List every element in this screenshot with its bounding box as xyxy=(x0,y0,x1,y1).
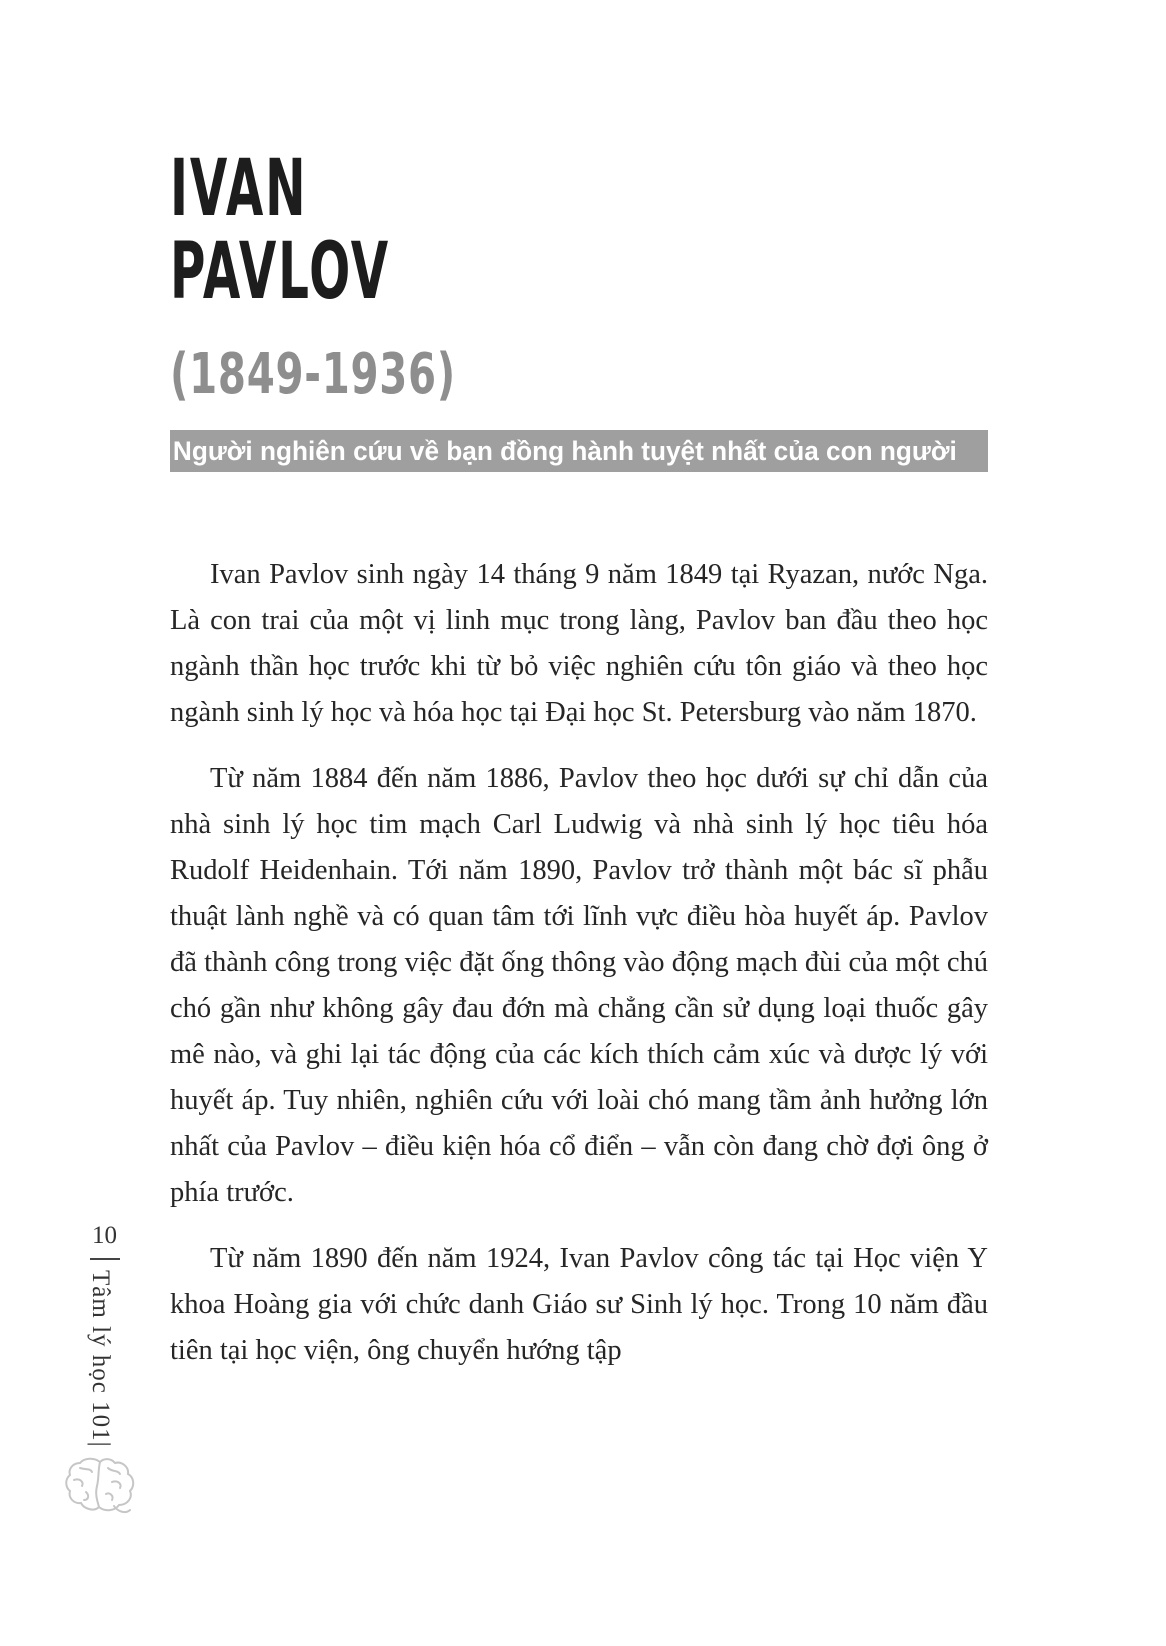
page-title xyxy=(170,144,391,317)
body-paragraph: Ivan Pavlov sinh ngày 14 tháng 9 năm 1849 tại Ryazan, nước Nga. Là con trai của một vị linh mục trong làng, Pavlov ban đầu theo học ngành thần học trước khi từ bỏ việc nghiên cứu tôn giáo và theo học ngành sinh lý học và hóa học tại Đại học St. Petersburg vào năm 1870. xyxy=(170,559,988,728)
title-line-1: IVAN xyxy=(170,144,308,234)
brain-icon xyxy=(64,1456,138,1525)
subtitle-text: Người nghiên cứu về bạn đồng hành tuyệt nhất của con người xyxy=(172,435,957,466)
lifespan-years: (1849-1936) xyxy=(170,342,456,407)
body-paragraph: Từ năm 1884 đến năm 1886, Pavlov theo học dưới sự chỉ dẫn của nhà sinh lý học tim mạch Carl Ludwig và nhà sinh lý học tiêu hóa Rudolf Heidenhain. Tới năm 1890, Pavlov trở thành một bác sĩ phẫu thuật lành nghề và có quan tâm tới lĩnh vực điều hòa huyết áp. Pavlov đã thành công trong việc đặt ống thông vào động mạch đùi của một chú chó gần như không gây đau đớn mà chẳng cần sử dụng loại thuốc gây mê nào, và ghi lại tác động của các kích thích cảm xúc và dược lý với huyết áp. Tuy nhiên, nghiên cứu với loài chó mang tầm ảnh hưởng lớn nhất của Pavlov – điều kiện hóa cổ điển – vẫn còn đang chờ đợi ông ở phía trước. xyxy=(170,763,988,1208)
book-title-vertical: Tâm lý học 101| xyxy=(87,1270,114,1448)
subtitle-banner xyxy=(170,430,988,472)
sidebar-divider xyxy=(90,1258,120,1260)
body-text xyxy=(170,552,988,1394)
body-paragraph: Từ năm 1890 đến năm 1924, Ivan Pavlov công tác tại Học viện Y khoa Hoàng gia với chức danh Giáo sư Sinh lý học. Trong 10 năm đầu tiên tại học viện, ông chuyển hướng tập xyxy=(170,1243,988,1366)
page-number: 10 xyxy=(92,1222,117,1249)
title-line-2: PAVLOV xyxy=(170,226,391,317)
